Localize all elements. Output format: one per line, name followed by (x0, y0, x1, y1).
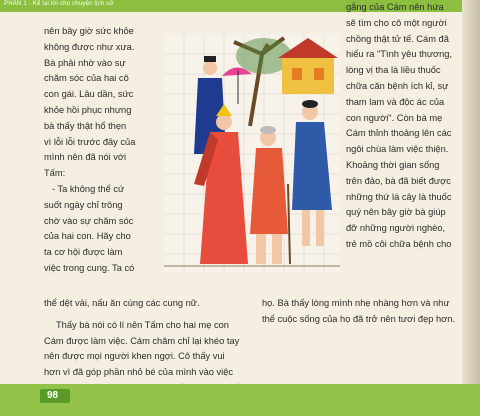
right-text-column (346, 0, 452, 253)
mother-hair (260, 126, 276, 134)
text-line: thể dệt vải, nấu ăn cùng các cung nữ. (44, 298, 200, 308)
text-line: gắng của Cám nên hứa (346, 2, 444, 12)
house-wall (282, 56, 334, 94)
mother-dress (250, 148, 288, 234)
running-header: PHẦN 1 · Kể lại lời cho chuyện lịch sử (4, 1, 114, 7)
left-text-column (44, 24, 135, 277)
text-line: trên đảo, bà đã biết được (346, 175, 451, 186)
mother-legs (272, 234, 282, 264)
text-line: chồng thật tử tế. Cám đã (346, 33, 449, 44)
cam-legs (316, 210, 324, 246)
page-number: 98 (47, 390, 59, 401)
text-line: thể cuộc sống của họ đã trở nên tươi đẹp hơn. (262, 313, 456, 324)
text-line: - Ta không thể cứ (52, 183, 125, 194)
text-line: Khoảng thời gian sống (346, 159, 440, 170)
cam-hair (302, 100, 318, 108)
text-line: họ. Bà thấy lòng mình nhẹ nhàng hơn và như (262, 298, 450, 308)
text-line: hơn vì đã góp phần nhỏ bé của mình vào việc (44, 367, 234, 378)
text-line: chăm sóc của hai cô (44, 73, 129, 84)
text-line: việc trong cung. Ta có (44, 262, 135, 273)
servant-head (203, 61, 217, 75)
page-gutter (462, 0, 480, 416)
text-line: Thấy bà nói có lí nên Tấm cho hai mẹ con (56, 319, 229, 330)
text-line: trẻ mồ côi chữa bệnh cho (346, 238, 452, 249)
text-line: lòng vị tha là liều thuốc (346, 65, 441, 76)
bottom-left-text (44, 296, 239, 397)
text-line: ngôi chùa làm việc thiện. (346, 144, 449, 155)
mother-legs (256, 234, 266, 264)
text-line: ta cơ hội được làm (44, 247, 123, 258)
text-line: chữa căn bệnh ích kỉ, sự (346, 80, 449, 91)
text-line: khỏe hồi phục nhưng (44, 104, 132, 115)
text-line: Bà phải nhờ vào sự (44, 57, 126, 68)
text-line: con người". Còn bà mẹ (346, 112, 443, 123)
text-line: không được như xưa. (44, 41, 135, 52)
text-line: nên được mọi người khen ngợi. Cô thấy vui (44, 351, 225, 362)
cam-legs (302, 210, 310, 246)
text-line: suốt ngày chỉ trông (44, 199, 123, 210)
text-line: chờ vào sự chăm sóc (44, 215, 134, 226)
servant-hat (204, 56, 216, 62)
text-line: Tấm: (44, 168, 66, 179)
text-line: hiểu ra "Tình yêu thương, (346, 49, 453, 60)
text-line: mình nên đã nói với (44, 152, 127, 163)
text-line: Cám được làm việc. Cám chăm chỉ lại khéo tay (44, 335, 240, 346)
text-line: tham lam và độc ác của (346, 96, 445, 107)
text-line: nên bây giờ sức khỏe (44, 26, 134, 36)
text-line: con gái. Lâu dần, sức (44, 89, 134, 100)
text-line: bà thấy thật hổ thẹn (44, 120, 127, 131)
text-line: đỡ những người nghèo, (346, 223, 446, 234)
story-illustration (164, 34, 340, 272)
text-line: quý nên bây giờ bà giúp (346, 207, 446, 218)
house-window (314, 68, 324, 80)
text-line: vì lỗi lỗi trước đây của (44, 136, 136, 147)
house-window (292, 68, 302, 80)
text-line: Cám thỉnh thoảng lên các (346, 128, 452, 139)
tam-head (216, 114, 232, 130)
footer-band (0, 384, 480, 416)
bottom-right-text (262, 296, 455, 328)
text-line: sẽ tìm cho cô một người (346, 17, 447, 28)
text-line: của hai con. Hãy cho (44, 231, 131, 242)
text-line: những thứ lá cây là thuốc (346, 191, 452, 202)
